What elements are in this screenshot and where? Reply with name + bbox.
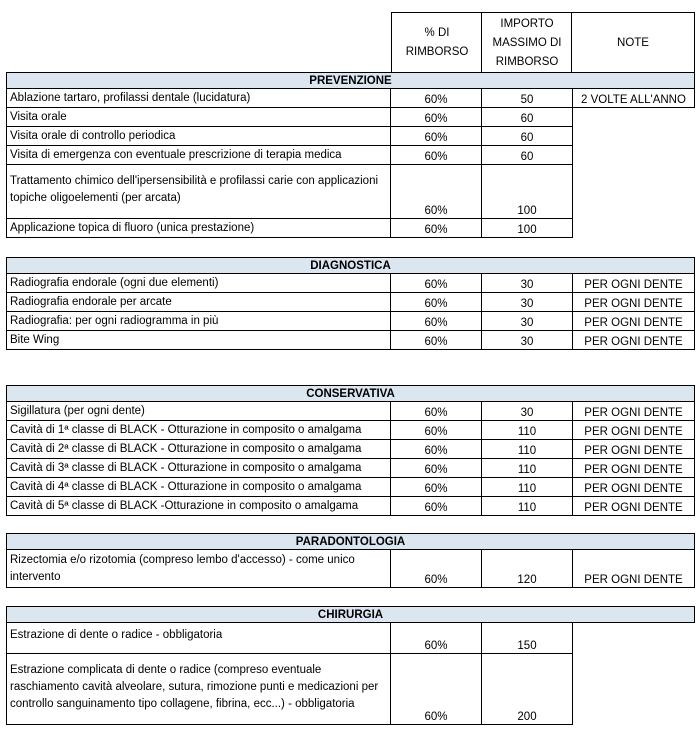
- section-title: DIAGNOSTICA: [6, 257, 695, 274]
- section-chirurgia: [6, 606, 695, 725]
- row-max: 120: [482, 550, 573, 588]
- row-desc: Cavità di 3ª classe di BLACK - Otturazione in composito o amalgama: [6, 459, 391, 478]
- header-max: [481, 12, 572, 73]
- row-desc: Cavità di 2ª classe di BLACK - Otturazione in composito o amalgama: [6, 440, 391, 459]
- row-desc: Trattamento chimico dell'ipersensibilità e profilassi carie con applicazioni topiche oligoelementi (per arcata): [6, 165, 391, 219]
- row-max: 100: [482, 165, 573, 219]
- row-max: 30: [482, 331, 573, 350]
- row-pct: 60%: [391, 219, 482, 238]
- row-max: 60: [482, 108, 573, 127]
- table-row: [6, 165, 695, 219]
- row-max: 200: [482, 654, 573, 725]
- row-note: PER OGNI DENTE: [573, 274, 695, 293]
- table-row: [6, 497, 695, 516]
- row-pct: 60%: [391, 108, 482, 127]
- table-row: [6, 312, 695, 331]
- table-row: [6, 108, 695, 127]
- row-max: 110: [482, 421, 573, 440]
- row-pct: 60%: [391, 312, 482, 331]
- row-note: PER OGNI DENTE: [573, 402, 695, 421]
- row-max: 30: [482, 293, 573, 312]
- row-pct: 60%: [391, 421, 482, 440]
- table-row: [6, 550, 695, 588]
- row-desc: Visita di emergenza con eventuale prescrizione di terapia medica: [6, 146, 391, 165]
- row-desc: Sigillatura (per ogni dente): [6, 402, 391, 421]
- header-pct: [391, 12, 482, 73]
- row-desc: Rizectomia e/o rizotomia (compreso lembo d'accesso) - come unico intervento: [6, 550, 391, 588]
- row-max: 110: [482, 478, 573, 497]
- header-note-label: NOTE: [617, 36, 649, 49]
- table-row: [6, 440, 695, 459]
- row-desc: Radiografia: per ogni radiogramma in più: [6, 312, 391, 331]
- row-max: 150: [482, 623, 573, 654]
- row-pct: 60%: [391, 497, 482, 516]
- section-paradontologia: [6, 533, 695, 588]
- row-pct: 60%: [391, 293, 482, 312]
- header-note: [571, 12, 695, 73]
- row-desc: Bite Wing: [6, 331, 391, 350]
- row-max: 110: [482, 440, 573, 459]
- table-row: [6, 146, 695, 165]
- row-pct: 60%: [391, 478, 482, 497]
- row-note: PER OGNI DENTE: [573, 550, 695, 588]
- row-note: PER OGNI DENTE: [573, 293, 695, 312]
- header-pct-label: % DI RIMBORSO: [405, 27, 469, 58]
- section-title: CHIRURGIA: [6, 606, 695, 623]
- table-row: [6, 219, 695, 238]
- row-max: 50: [482, 89, 573, 108]
- row-note: PER OGNI DENTE: [573, 312, 695, 331]
- row-desc: Applicazione topica di fluoro (unica prestazione): [6, 219, 391, 238]
- row-desc: Cavità di 1ª classe di BLACK - Otturazione in composito o amalgama: [6, 421, 391, 440]
- row-pct: 60%: [391, 127, 482, 146]
- table-row: [6, 274, 695, 293]
- row-pct: 60%: [391, 165, 482, 219]
- row-pct: 60%: [391, 274, 482, 293]
- row-desc: Radiografia endorale (ogni due elementi): [6, 274, 391, 293]
- row-pct: 60%: [391, 146, 482, 165]
- row-note: PER OGNI DENTE: [573, 497, 695, 516]
- table-row: [6, 459, 695, 478]
- row-pct: 60%: [391, 550, 482, 588]
- row-max: 110: [482, 459, 573, 478]
- section-title: PREVENZIONE: [6, 72, 695, 89]
- row-max: 100: [482, 219, 573, 238]
- table-row: [6, 421, 695, 440]
- row-desc: Visita orale: [6, 108, 391, 127]
- row-desc: Cavità di 5ª classe di BLACK -Otturazione in composito o amalgama: [6, 497, 391, 516]
- row-pct: 60%: [391, 331, 482, 350]
- row-desc: Radiografia endorale per arcate: [6, 293, 391, 312]
- row-pct: 60%: [391, 459, 482, 478]
- row-desc: Estrazione di dente o radice - obbligatoria: [6, 623, 391, 654]
- row-pct: 60%: [391, 623, 482, 654]
- table-row: [6, 402, 695, 421]
- section-title: CONSERVATIVA: [6, 385, 695, 402]
- table-row: [6, 623, 695, 654]
- table-row: [6, 478, 695, 497]
- row-note: PER OGNI DENTE: [573, 478, 695, 497]
- row-desc: Estrazione complicata di dente o radice (compreso eventuale raschiamento cavità alveolare, sutura, rimozione punti e medicazioni per controllo sanguinamento tipo collagene, fibrina, ecc...) - obbligatoria: [6, 654, 391, 725]
- table-row: [6, 654, 695, 725]
- row-max: 30: [482, 312, 573, 331]
- table-row: [6, 331, 695, 350]
- row-note: PER OGNI DENTE: [573, 331, 695, 350]
- row-max: 60: [482, 146, 573, 165]
- row-max: 30: [482, 274, 573, 293]
- table-row: [6, 293, 695, 312]
- row-note: PER OGNI DENTE: [573, 459, 695, 478]
- section-prevenzione: [6, 72, 695, 238]
- row-note: PER OGNI DENTE: [573, 440, 695, 459]
- row-desc: Cavità di 4ª classe di BLACK - Otturazione in composito o amalgama: [6, 478, 391, 497]
- table-row: [6, 127, 695, 146]
- row-max: 110: [482, 497, 573, 516]
- row-pct: 60%: [391, 89, 482, 108]
- table-row: [6, 89, 695, 108]
- header-max-label: IMPORTO MASSIMO DI RIMBORSO: [492, 17, 562, 68]
- section-conservativa: [6, 385, 695, 516]
- row-pct: 60%: [391, 402, 482, 421]
- section-diagnostica: [6, 257, 695, 350]
- row-pct: 60%: [391, 654, 482, 725]
- row-max: 30: [482, 402, 573, 421]
- row-desc: Visita orale di controllo periodica: [6, 127, 391, 146]
- row-max: 60: [482, 127, 573, 146]
- row-note: 2 VOLTE ALL'ANNO: [573, 89, 695, 108]
- row-desc: Ablazione tartaro, profilassi dentale (lucidatura): [6, 89, 391, 108]
- row-pct: 60%: [391, 440, 482, 459]
- section-title: PARADONTOLOGIA: [6, 533, 695, 550]
- row-note: PER OGNI DENTE: [573, 421, 695, 440]
